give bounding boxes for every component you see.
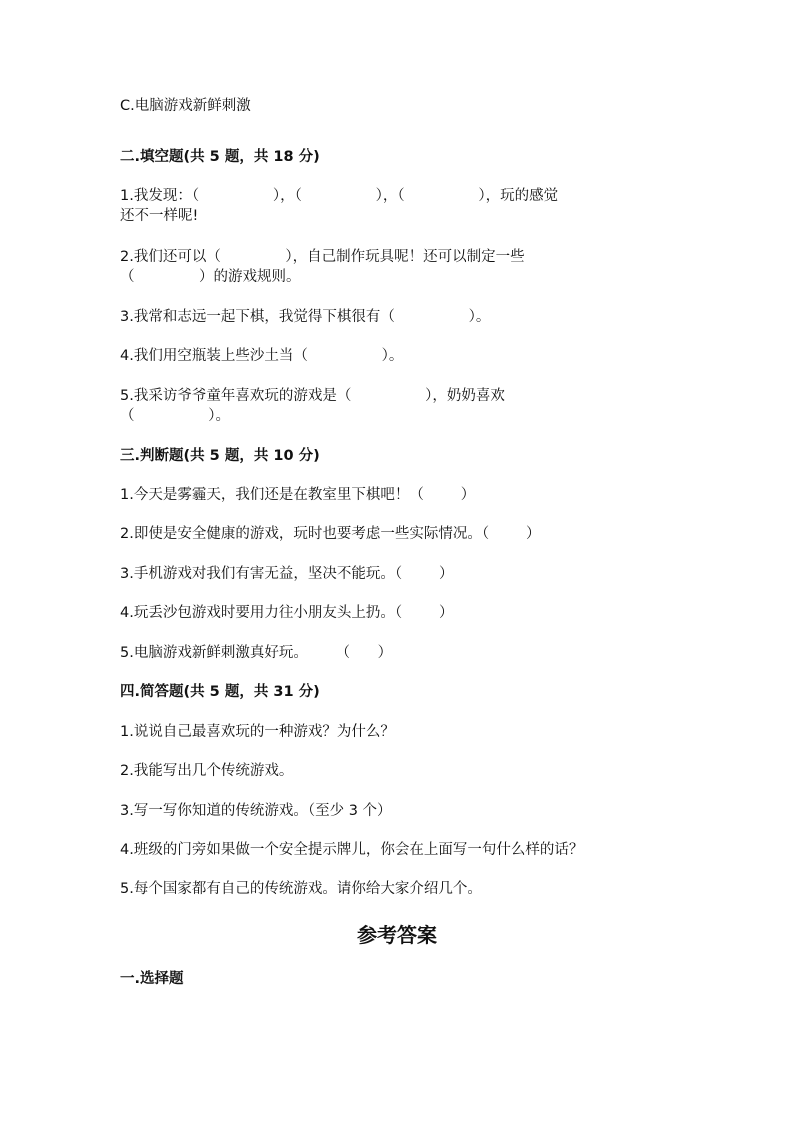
short-answer-q3: 3.写一写你知道的传统游戏。（至少 3 个） (120, 803, 392, 819)
option-c: C.电脑游戏新鲜刺激 (120, 98, 251, 114)
fill-in-q3: 3.我常和志远一起下棋，我觉得下棋很有（ ）。 (120, 309, 491, 325)
short-answer-q2: 2.我能写出几个传统游戏。 (120, 763, 294, 779)
true-false-q2: 2.即使是安全健康的游戏，玩时也要考虑一些实际情况。（ ） (120, 526, 541, 542)
answer-key-title: 参考答案 (357, 923, 437, 947)
short-answer-q4: 4.班级的门旁如果做一个安全提示牌儿，你会在上面写一句什么样的话？ (120, 842, 584, 858)
short-answer-q1: 1.说说自己最喜欢玩的一种游戏？为什么？ (120, 724, 395, 740)
fill-in-q2-line2: （ ）的游戏规则。 (120, 269, 301, 285)
fill-in-heading: 二.填空题(共 5 题，共 18 分) (120, 149, 320, 165)
answer-section-heading: 一.选择题 (120, 971, 184, 987)
fill-in-q5-line1: 5.我采访爷爷童年喜欢玩的游戏是（ ），奶奶喜欢 (120, 388, 505, 404)
true-false-q4: 4.玩丢沙包游戏时要用力往小朋友头上扔。（ ） (120, 605, 454, 621)
fill-in-q5-line2: （ ）。 (120, 408, 230, 424)
short-answer-q5: 5.每个国家都有自己的传统游戏。请你给大家介绍几个。 (120, 881, 482, 897)
true-false-heading: 三.判断题(共 5 题，共 10 分) (120, 448, 320, 464)
fill-in-q1-line1: 1.我发现：（ ），（ ），（ ），玩的感觉 (120, 188, 559, 204)
true-false-q5: 5.电脑游戏新鲜刺激真好玩。 （ ） (120, 645, 393, 661)
fill-in-q1-line2: 还不一样呢! (120, 208, 199, 224)
short-answer-heading: 四.简答题(共 5 题，共 31 分) (120, 684, 320, 700)
true-false-q3: 3.手机游戏对我们有害无益，坚决不能玩。（ ） (120, 566, 454, 582)
true-false-q1: 1.今天是雾霾天，我们还是在教室里下棋吧！（ ） (120, 487, 476, 503)
fill-in-q4: 4.我们用空瓶装上些沙土当（ ）。 (120, 348, 404, 364)
fill-in-q2-line1: 2.我们还可以（ ），自己制作玩具呢！还可以制定一些 (120, 249, 525, 265)
